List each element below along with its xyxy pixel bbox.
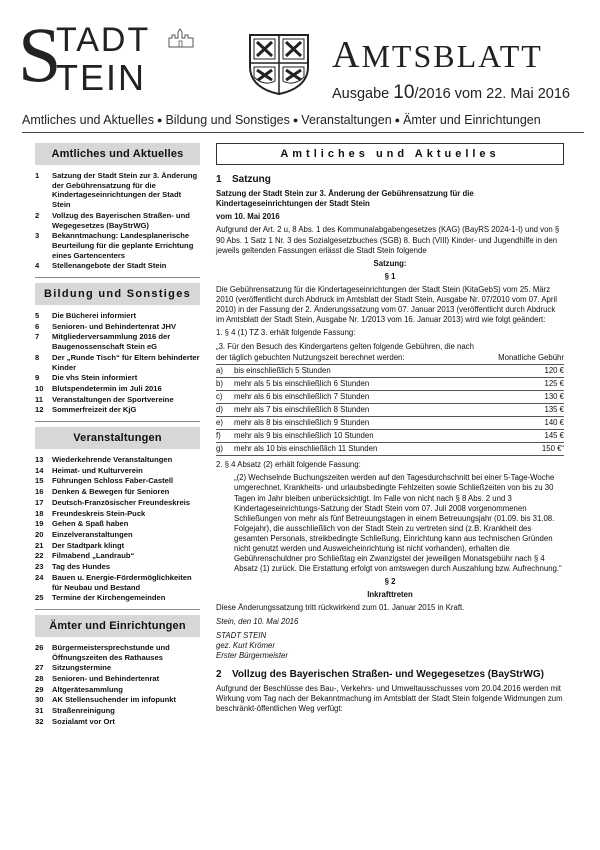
article-1-intro: Aufgrund der Art. 2 u, 8 Abs. 1 des Kommunalabgabengesetzes (KAG) (BayRS 2024-1-I) und von § 90 Abs. 1 Satz 1 Nr. 3 des Sozialgesetzbuches (SGB) 8. Buch (VIII) Kinder- und Jugendhilfe in den jeweils geltenden Fassungen erlässt die Stadt Stein folgende [216, 225, 560, 255]
toc-item-number: 19 [35, 519, 44, 529]
toc-item[interactable] [35, 498, 200, 508]
toc-item-number: 10 [35, 383, 44, 393]
toc-item[interactable] [35, 476, 200, 486]
paragraph-2-heading: § 2 [384, 577, 396, 587]
toc-item-title: Gehen & Spaß haben [52, 519, 129, 529]
issue-number: 10 [393, 82, 415, 103]
toc-item-title: Die Bücherei informiert [52, 311, 136, 321]
toc-item-title: Bürgermeistersprechstunde und Öffnungszeiten des Rathauses [52, 642, 170, 662]
fee-letter: c) [216, 390, 234, 403]
toc-item-number: 13 [35, 455, 44, 465]
toc-item[interactable] [35, 643, 200, 662]
sign-org: STADT STEIN [216, 630, 267, 640]
inkrafttreten-text: Diese Änderungssatzung tritt rückwirkend zum 01. Januar 2015 in Kraft. [216, 603, 465, 613]
article-1-date: vom 10. Mai 2016 [216, 212, 280, 222]
toc-item-number: 22 [35, 551, 44, 561]
fee-amount: 145 € [484, 430, 564, 443]
fee-amount: 150 €“ [484, 443, 564, 456]
sign-place: Stein, den 10. Mai 2016 [216, 616, 299, 626]
toc-item-title: Termine der Kirchengemeinden [52, 593, 166, 603]
toc-item[interactable] [35, 530, 200, 540]
toc-item-number: 17 [35, 497, 44, 507]
fee-column-header: Monatliche Gebühr [484, 341, 564, 364]
toc-list-bildung [35, 311, 200, 415]
toc-item[interactable] [35, 322, 200, 332]
logo-line-2: TEIN [56, 57, 147, 98]
fee-duration: mehr als 7 bis einschließlich 8 Stunden [234, 403, 484, 416]
toc-item[interactable] [35, 551, 200, 561]
toc-item[interactable] [35, 706, 200, 716]
toc-item-number: 28 [35, 674, 44, 684]
toc-item-number: 7 [35, 332, 40, 342]
toc-item[interactable] [35, 373, 200, 383]
toc-item-number: 11 [35, 394, 44, 404]
logo-line-1: TADT [56, 21, 151, 59]
fee-row [216, 443, 564, 456]
toc-item-title: Wiederkehrende Veranstaltungen [52, 455, 173, 465]
toc-item[interactable] [35, 695, 200, 705]
toc-item[interactable] [35, 332, 200, 351]
main-content [216, 143, 564, 717]
fee-amount: 135 € [484, 403, 564, 416]
toc-item-number: 32 [35, 716, 44, 726]
toc-item-number: 8 [35, 352, 40, 362]
sign-role: Erster Bürgermeister [216, 650, 288, 660]
fee-letter: f) [216, 430, 234, 443]
toc-list-amtliches [35, 171, 200, 271]
toc-item-number: 9 [35, 373, 40, 383]
toc-item-number: 18 [35, 508, 44, 518]
toc-item-number: 29 [35, 684, 44, 694]
divider [35, 421, 200, 422]
toc-heading-aemter: Ämter und Einrichtungen [35, 615, 200, 637]
toc-item[interactable] [35, 311, 200, 321]
toc-item-number: 23 [35, 562, 44, 572]
toc-item-number: 20 [35, 529, 44, 539]
paragraph-1-heading: § 1 [384, 271, 396, 281]
toc-item-number: 4 [35, 261, 40, 271]
toc-item-number: 12 [35, 405, 44, 415]
toc-item-title: Einzelveranstaltungen [52, 529, 133, 539]
item-1: 1. § 4 (1) TZ 3. erhält folgende Fassung: [216, 328, 356, 338]
toc-item[interactable] [35, 573, 200, 592]
fee-row [216, 377, 564, 390]
signature-block [216, 617, 564, 661]
fee-row [216, 364, 564, 377]
castle-icon [168, 28, 194, 48]
toc-item[interactable] [35, 663, 200, 673]
toc-item-title: Sitzungstermine [52, 663, 112, 673]
article-2-text: Aufgrund der Beschlüsse des Bau-, Verkehrs- und Umweltausschusses vom 20.04.2016 werden mit Wirkung vom Tag nach der Bekanntmachung im Amtsblatt der Stadt Stein folgende Widmungen zum beschränkt-öffentlichen Weg verfügt: [216, 683, 563, 713]
fee-duration: mehr als 6 bis einschließlich 7 Stunden [234, 390, 484, 403]
article-2-title: 2 Vollzug des Bayerischen Straßen- und Wegegesetzes (BayStrWG) [216, 668, 544, 680]
publication-title: AMTSBLATT [332, 34, 543, 76]
toc-item-number: 30 [35, 695, 44, 705]
toc-item-title: AK Stellensuchender im infopunkt [52, 695, 177, 705]
masthead [0, 0, 600, 110]
category-nav [22, 113, 584, 133]
item-2: 2. § 4 Absatz (2) erhält folgende Fassung: [216, 460, 361, 470]
toc-item-title: Die vhs Stein informiert [52, 373, 138, 383]
toc-item[interactable] [35, 466, 200, 476]
toc-item-title: Der „Runde Tisch“ für Eltern behinderter Kinder [52, 352, 200, 372]
toc-item-title: Veranstaltungen der Sportvereine [52, 394, 174, 404]
satzung-label: Satzung: [373, 258, 407, 268]
nav-veranstaltungen[interactable]: Veranstaltungen [301, 113, 392, 127]
toc-item-title: Senioren- und Behindertenrat [52, 674, 160, 684]
fee-row [216, 403, 564, 416]
issue-line: Ausgabe 10/2016 vom 22. Mai 2016 [332, 82, 570, 103]
paragraph-1-text: Die Gebührensatzung für die Kindertageseinrichtungen der Stadt Stein (KitaGebS) vom 25. März 2010 (veröffentlicht durch Abdruck im Amtsblatt der Stadt Stein, Ausgabe Nr. 07/2010 vom 07. April 2010) in der Fassung der 2. Änderungssatzung vom 07. Januar 2013 (veröffentlicht durch Abdruck im Amtsblatt der Stadt Stein, Ausgabe Nr. 1/2013 vom 16. Januar 2013) wird wie folgt geändert: [216, 284, 557, 325]
toc-item-number: 14 [35, 465, 44, 475]
item-2-text: „(2) Wechselnde Buchungszeiten werden auf den Tagesdurchschnitt bei einer 5-Tage-Woche umgerechnet. Krankheits- und urlaubsbedingte Fehlzeiten sowie Schließzeiten von bis zu 30 Tagen im Jahr bleiben unberücksichtigt. Im Falle von nicht nach § 8 Abs. 2 und 3 Kindertageseinrichtungs-Satzung der Stadt Stein vom 07. Juli 2008 vorgenommenen Schließungen von mehr als fünf Betreuungstagen in einem Betreuungsjahr (01.09. bis 31.08. Folgejahr), die ausschließlich von der Stadt Stein zu vertreten sind (z.B. Krankheit des gesamten Personals, streikbedingte Schließung, Einrichtung kann aus technischen Gründen nicht genutzt werden und Ausweicheinrichtung ist nicht vorhanden), erhalten die Gebührenschuldner pro Schließtag ein Zwanzigstel der jeweiligen Monatsgebühr nach § 4 Absatz (1) zurück. Die Erstattung erfolgt von amtswegen durch Auszahlung bzw. Aufrechnung.“ [234, 473, 562, 574]
toc-item-title: Blutspendetermin im Juli 2016 [52, 383, 162, 393]
toc-list-aemter [35, 643, 200, 727]
fee-table-header [216, 341, 564, 364]
fee-row [216, 430, 564, 443]
toc-item-title: Mitgliederversammlung 2016 der Baugenossenschaft Stein eG [52, 332, 171, 352]
toc-item-number: 25 [35, 593, 44, 603]
toc-item-title: Der Stadtpark klingt [52, 540, 125, 550]
toc-item[interactable] [35, 593, 200, 603]
toc-item-title: Vollzug des Bayerischen Straßen- und Wegegesetzes (BayStrWG) [52, 210, 190, 230]
divider [35, 609, 200, 610]
toc-item-number: 15 [35, 476, 44, 486]
toc-item-title: Senioren- und Behindertenrat JHV [52, 321, 177, 331]
fee-table [216, 341, 564, 456]
inkrafttreten-heading: Inkrafttreten [367, 590, 413, 600]
coat-of-arms-icon [248, 33, 310, 95]
toc-item[interactable] [35, 395, 200, 405]
toc-item[interactable] [35, 171, 200, 210]
toc-item-title: Führungen Schloss Faber-Castell [52, 476, 174, 486]
toc-item-title: Filmabend „Landraub“ [52, 551, 135, 561]
fee-duration: mehr als 9 bis einschließlich 10 Stunden [234, 430, 484, 443]
fee-amount: 125 € [484, 377, 564, 390]
fee-letter: b) [216, 377, 234, 390]
toc-item-number: 3 [35, 231, 40, 241]
toc-item[interactable] [35, 487, 200, 497]
fee-amount: 140 € [484, 416, 564, 429]
nav-aemter[interactable]: Ämter und Einrichtungen [403, 113, 541, 127]
toc-item-title: Satzung der Stadt Stein zur 3. Änderung der Gebührensatzung für die Kindertageseinrichtungen der Stadt Stein [52, 171, 198, 210]
fee-amount: 130 € [484, 390, 564, 403]
toc-item-title: Sozialamt vor Ort [52, 716, 115, 726]
article-1-title: 1 Satzung [216, 174, 271, 186]
stadt-stein-logo[interactable] [18, 11, 218, 98]
toc-item-title: Bauen u. Energie-Fördermöglichkeiten für Neubau und Bestand [52, 572, 192, 592]
toc-item-number: 5 [35, 311, 40, 321]
toc-item-title: Straßenreinigung [52, 706, 115, 716]
article-1-subtitle: Satzung der Stadt Stein zur 3. Änderung der Gebührensatzung für die Kindertageseinrichtungen der Stadt Stein [216, 189, 474, 209]
bullet-icon: ● [292, 115, 299, 125]
fee-letter: g) [216, 443, 234, 456]
fee-duration: mehr als 10 bis einschließlich 11 Stunden [234, 443, 484, 456]
toc-item-title: Stellenangebote der Stadt Stein [52, 261, 167, 271]
toc-item-title: Freundeskreis Stein-Puck [52, 508, 146, 518]
toc-item-number: 16 [35, 487, 44, 497]
logo-initial: S [18, 11, 62, 98]
toc-heading-veranstaltungen: Veranstaltungen [35, 427, 200, 449]
toc-item-number: 31 [35, 706, 44, 716]
fee-row [216, 416, 564, 429]
toc-item-title: Deutsch-Französischer Freundeskreis [52, 497, 191, 507]
toc-item-title: Sommerfreizeit der KjG [52, 405, 137, 415]
toc-item[interactable] [35, 231, 200, 260]
toc-item-title: Denken & Bewegen für Senioren [52, 487, 170, 497]
toc-item[interactable] [35, 455, 200, 465]
sign-name: gez. Kurt Krömer [216, 640, 275, 650]
fee-intro: „3. Für den Besuch des Kindergartens gelten folgende Gebühren, die nach der täglich gebuchten Nutzungszeit berechnet werden: [216, 341, 484, 364]
toc-item-number: 27 [35, 663, 44, 673]
divider [35, 277, 200, 278]
toc-item[interactable] [35, 509, 200, 519]
toc-item-number: 1 [35, 171, 40, 180]
toc-item-title: Altgerätesammlung [52, 684, 123, 694]
fee-letter: d) [216, 403, 234, 416]
fee-row [216, 390, 564, 403]
toc-item[interactable] [35, 261, 200, 271]
toc-item[interactable] [35, 353, 200, 372]
toc-list-veranstaltungen [35, 455, 200, 603]
toc-item-number: 21 [35, 540, 44, 550]
nav-amtliches[interactable]: Amtliches und Aktuelles [22, 113, 155, 127]
toc-item-title: Heimat- und Kulturverein [52, 465, 143, 475]
toc-item[interactable] [35, 717, 200, 727]
toc-item[interactable] [35, 562, 200, 572]
fee-amount: 120 € [484, 364, 564, 377]
toc-item-number: 26 [35, 642, 44, 652]
toc-item-title: Bekanntmachung: Landesplanerische Beurteilung für die geplante Errichtung eines Gartencenters [52, 231, 194, 260]
toc-item[interactable] [35, 685, 200, 695]
bullet-icon: ● [394, 115, 401, 125]
toc-item-number: 6 [35, 321, 40, 331]
toc-item[interactable] [35, 519, 200, 529]
toc-item-number: 2 [35, 210, 40, 220]
toc-item[interactable] [35, 541, 200, 551]
toc-item[interactable] [35, 674, 200, 684]
toc-item[interactable] [35, 384, 200, 394]
bullet-icon: ● [157, 115, 163, 125]
section-header: Amtliches und Aktuelles [216, 143, 564, 165]
fee-letter: a) [216, 364, 234, 377]
fee-letter: e) [216, 416, 234, 429]
toc-heading-amtliches: Amtliches und Aktuelles [35, 143, 200, 165]
toc-heading-bildung: Bildung und Sonstiges [35, 283, 200, 305]
nav-bildung[interactable]: Bildung und Sonstiges [165, 113, 290, 127]
fee-duration: mehr als 5 bis einschließlich 6 Stunden [234, 377, 484, 390]
toc-sidebar [35, 143, 200, 733]
toc-item-number: 24 [35, 572, 44, 582]
toc-item-title: Tag des Hundes [52, 562, 111, 572]
toc-item[interactable] [35, 405, 200, 415]
fee-duration: bis einschließlich 5 Stunden [234, 364, 484, 377]
toc-item[interactable] [35, 211, 200, 230]
fee-duration: mehr als 8 bis einschließlich 9 Stunden [234, 416, 484, 429]
